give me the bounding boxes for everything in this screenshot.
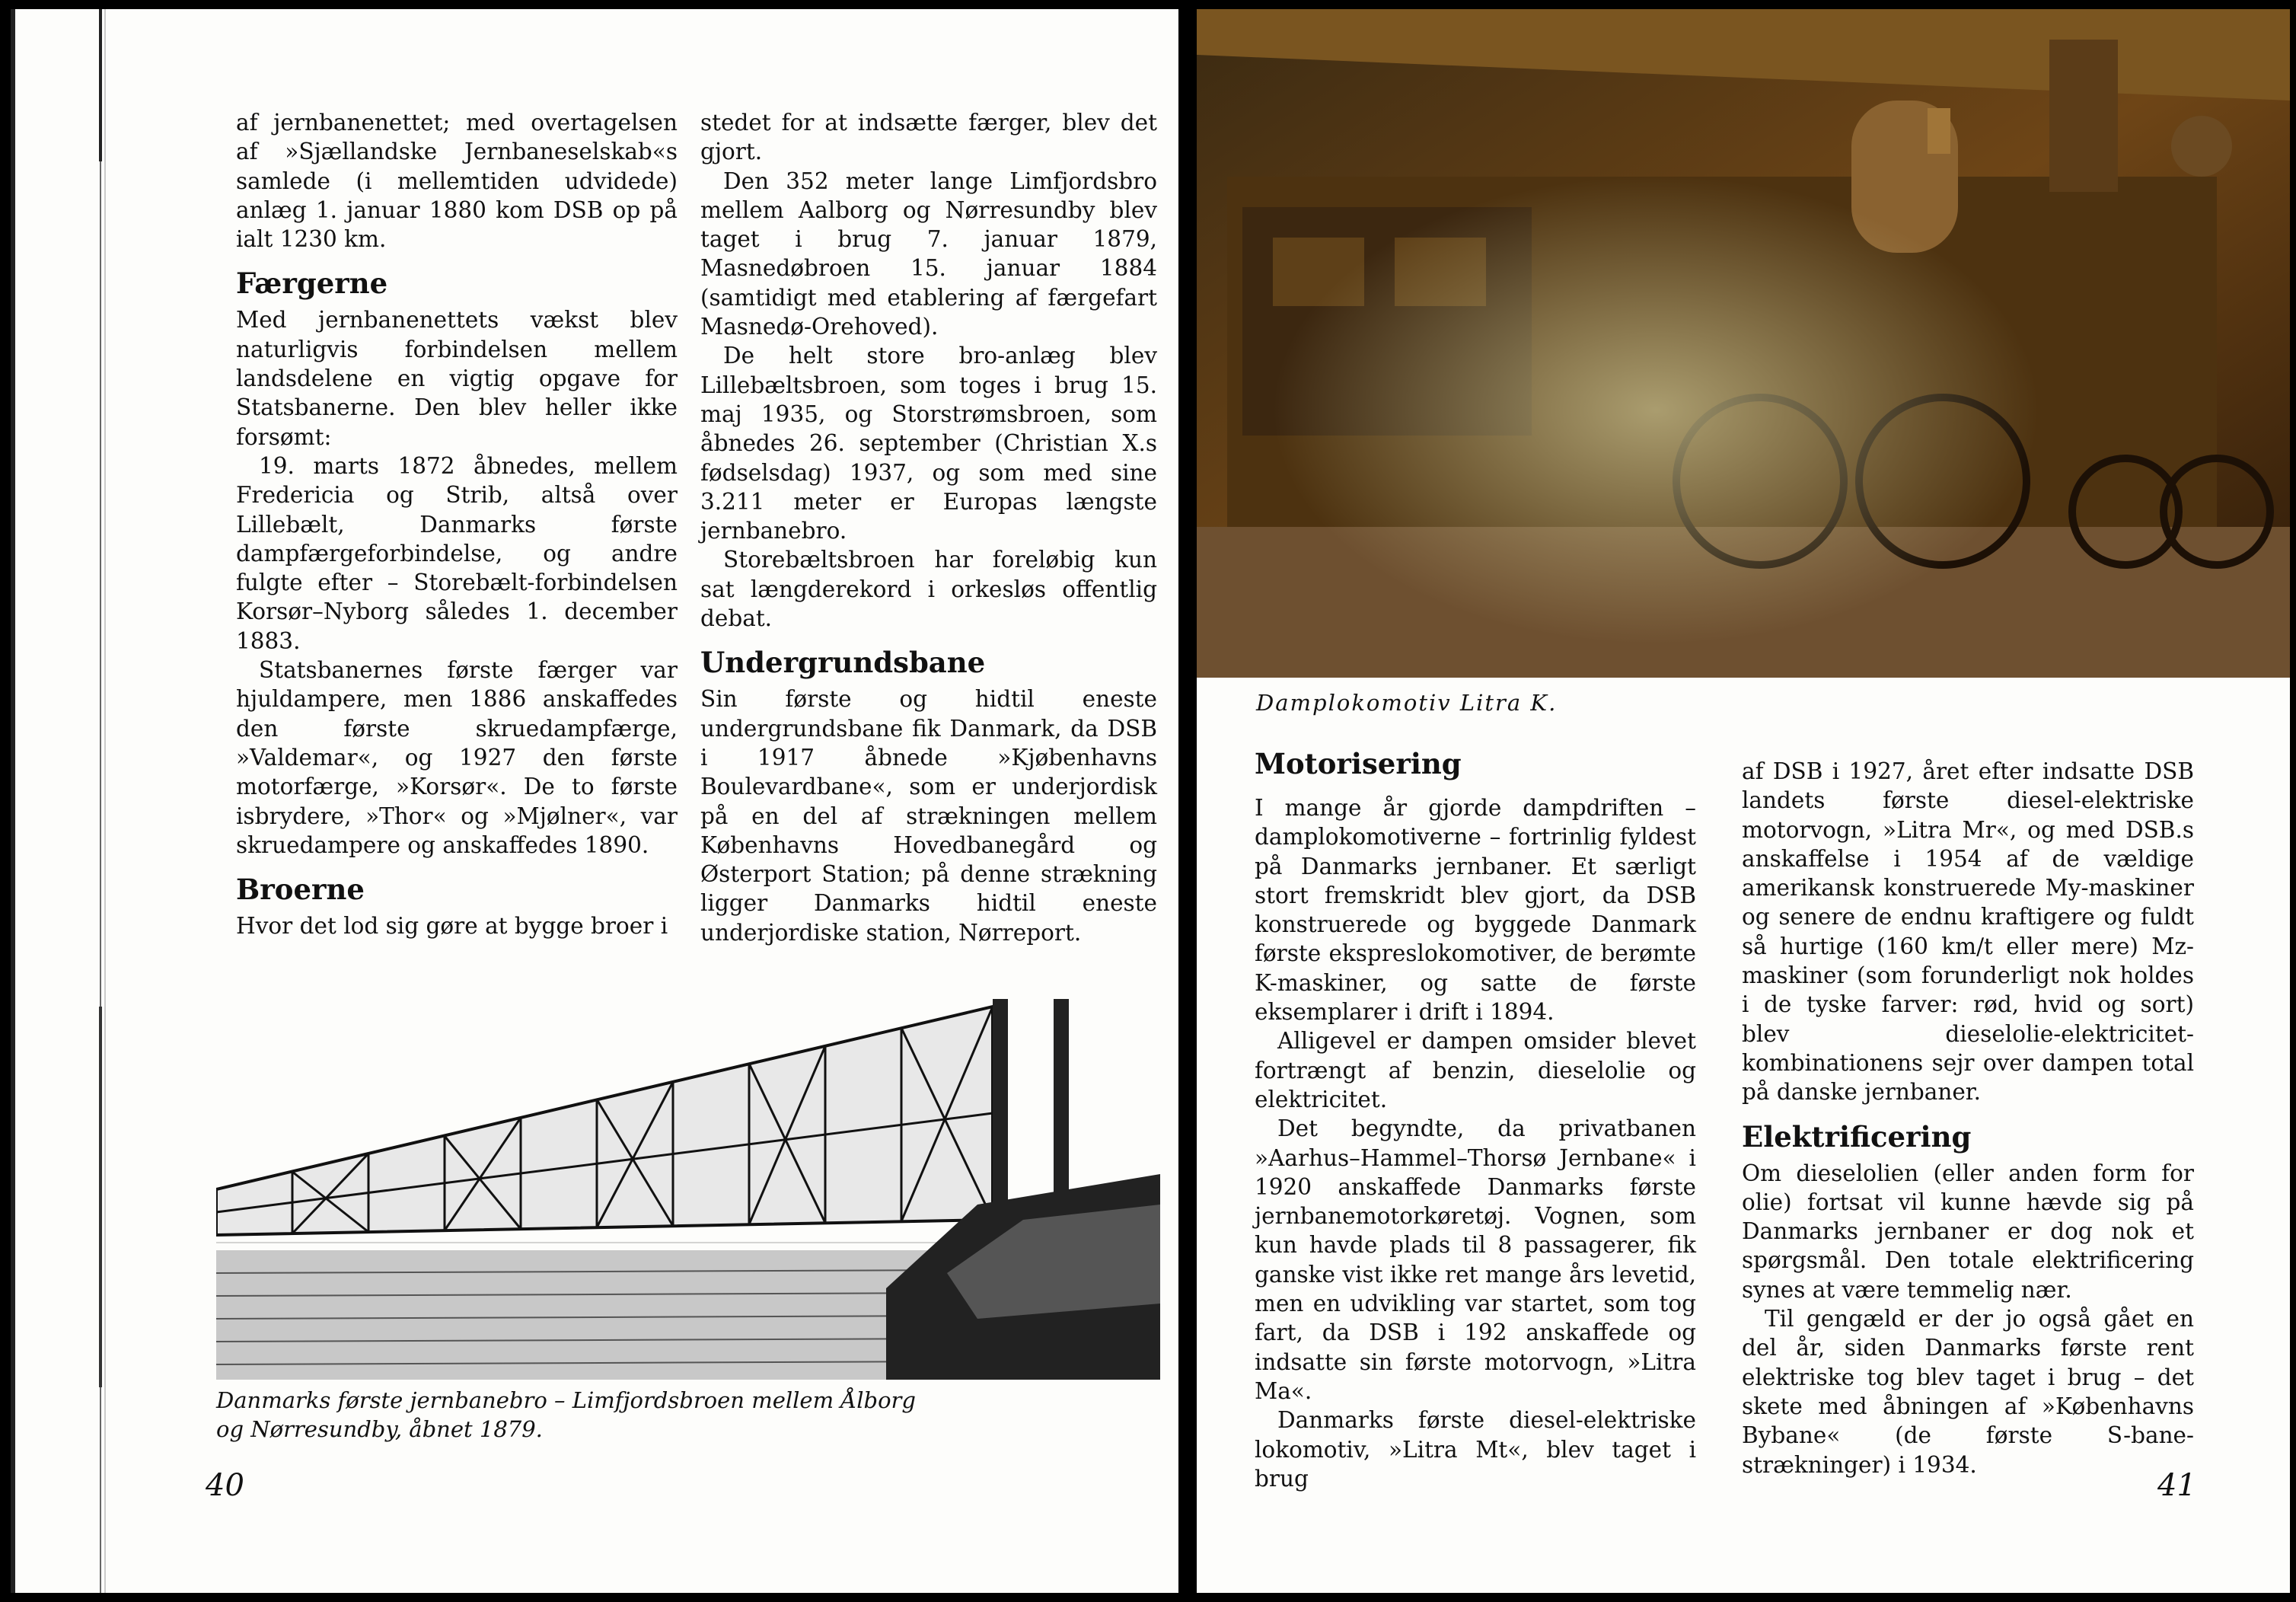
paragraph: Til gengæld er der jo også gået en del år, siden Danmarks første rent elektriske tog blev taget i brug – det skete med åbningen af »Københavns Bybane« (de første S-bane-strækninger) i 1934. [1742, 1306, 2194, 1478]
paragraph: Sin første og hidtil eneste undergrundsbane fik Danmark, da DSB i 1917 åbnede »Kjøbenhavns Boulevardbane«, som er underjordisk på en del af strækningen mellem Københavns Hovedbanegård og Østerport Station; på denne strækning ligger Danmarks hidtil eneste underjordiske station, Nørreport. [700, 686, 1157, 946]
paragraph: Storebæltsbroen har foreløbig kun sat længderekord i orkesløs offentlig debat. [700, 547, 1157, 632]
paragraph: Alligevel er dampen omsider blevet fortrængt af benzin, dieselolie og elektricitet. [1255, 1028, 1696, 1112]
bridge-caption: Danmarks første jernbanebro – Limfjordsbroen mellem Ålborg og Nørresundby, åbnet 1879. [216, 1387, 916, 1442]
paragraph: stedet for at indsætte færger, blev det gjort. [700, 110, 1157, 165]
heading-undergrundsbane: Undergrundsbane [700, 646, 986, 680]
left-page [11, 9, 1178, 1593]
page-number: 40 [206, 1468, 244, 1503]
bridge-illustration [216, 953, 1160, 1380]
paragraph: Danmarks første diesel-elektriske lokomotiv, »Litra Mt«, blev taget i brug [1255, 1407, 1696, 1492]
paragraph: De helt store bro-anlæg blev Lillebæltsbroen, som toges i brug 15. maj 1935, og Storstrømsbroen, som åbnedes 26. september (Christian X.s fødselsdag) 1937, og som med sine 3.211 meter er Europas længste jernbanebro. [700, 343, 1157, 544]
paragraph: Hvor det lod sig gøre at bygge broer i [236, 913, 668, 940]
locomotive-photo [1197, 9, 2290, 678]
paragraph: Det begyndte, da privatbanen »Aarhus–Hammel–Thorsø Jernbane« i 1920 anskaffede Danmarks første jernbanemotorkøretøj. Vognen, som kun havde plads til 8 passagerer, fik ganske vist ikke ret mange års levetid, men en udvikling var startet, som tog fart, da DSB i 192 anskaffede og indsatte sin første motorvogn, »Litra Ma«. [1255, 1115, 1696, 1404]
paragraph: Med jernbanenettets vækst blev naturligvis forbindelsen mellem landsdelene en vigtig opgave for Statsbanerne. Den blev heller ikke forsømt: [236, 307, 678, 450]
heading-faergerne: Færgerne [236, 266, 388, 301]
intro-paragraph: af jernbanenettet; med overtagelsen af »Sjællandske Jernbaneselskab«s samlede (i mellemtiden udvidede) anlæg 1. januar 1880 kom DSB op på ialt 1230 km. [236, 110, 678, 253]
paragraph: Statsbanernes første færger var hjuldampere, men 1886 anskaffedes den første skruedampfærge, »Valdemar«, og 1927 den første motorfærge, »Korsør«. De to første isbrydere, »Thor« og »Mjølner«, var skruedampere og anskaffedes 1890. [236, 657, 678, 858]
right-page [1197, 9, 2290, 1593]
photo-caption: Damplokomotiv Litra K. [1256, 690, 1558, 716]
paragraph: Om dieselolien (eller anden form for olie) fortsat vil kunne hævde sig på Danmarks jernbaner er dog nok et spørgsmål. Den totale elektrificering synes at være temmelig nær. [1742, 1160, 2194, 1303]
right-column-1 [1255, 725, 1696, 1493]
right-column-2 [1742, 757, 2194, 1479]
left-column-2 [700, 108, 1157, 947]
paragraph: af DSB i 1927, året efter indsatte DSB landets første diesel-elektriske motorvogn, »Litra Mr«, og med DSB.s anskaffelse i 1954 af de vældige amerikansk konstruerede My-maskiner og senere de endnu kraftigere og fuldt så hurtige (160 km/t eller mere) Mz-maskiner (som forunderligt nok holdes i de tyske farver: rød, hvid og sort) blev dieselolie-elektricitet-kombinationens sejr over dampen total på danske jernbaner. [1742, 758, 2194, 1106]
left-column-1 [236, 108, 678, 940]
heading-motorisering: Motorisering [1255, 747, 1462, 780]
paragraph: I mange år gjorde dampdriften – damplokomotiverne – fortrinlig fyldest på Danmarks jernbaner. Et særligt stort fremskridt blev gjort, da DSB konstruerede og byggede Danmark første ekspreslokomotiver, de berømte K-maskiner, og satte de første eksemplarer i drift i 1894. [1255, 795, 1696, 1026]
heading-broerne: Broerne [236, 873, 365, 907]
paragraph: Den 352 meter lange Limfjordsbro mellem Aalborg og Nørresundby blev taget i brug 7. januar 1879, Masnedøbroen 15. januar 1884 (samtidigt med etablering af færgefart Masnedø-Orehoved). [700, 168, 1157, 340]
heading-elektrificering: Elektrificering [1742, 1119, 1972, 1154]
paragraph: 19. marts 1872 åbnedes, mellem Fredericia og Strib, altså over Lillebælt, Danmarks første dampfærgeforbindelse, og andre fulgte efter – Storebælt-forbindelsen Korsør–Nyborg således 1. december 1883. [236, 452, 678, 654]
page-number: 41 [2157, 1468, 2196, 1503]
page-edge-lines [11, 9, 110, 1593]
